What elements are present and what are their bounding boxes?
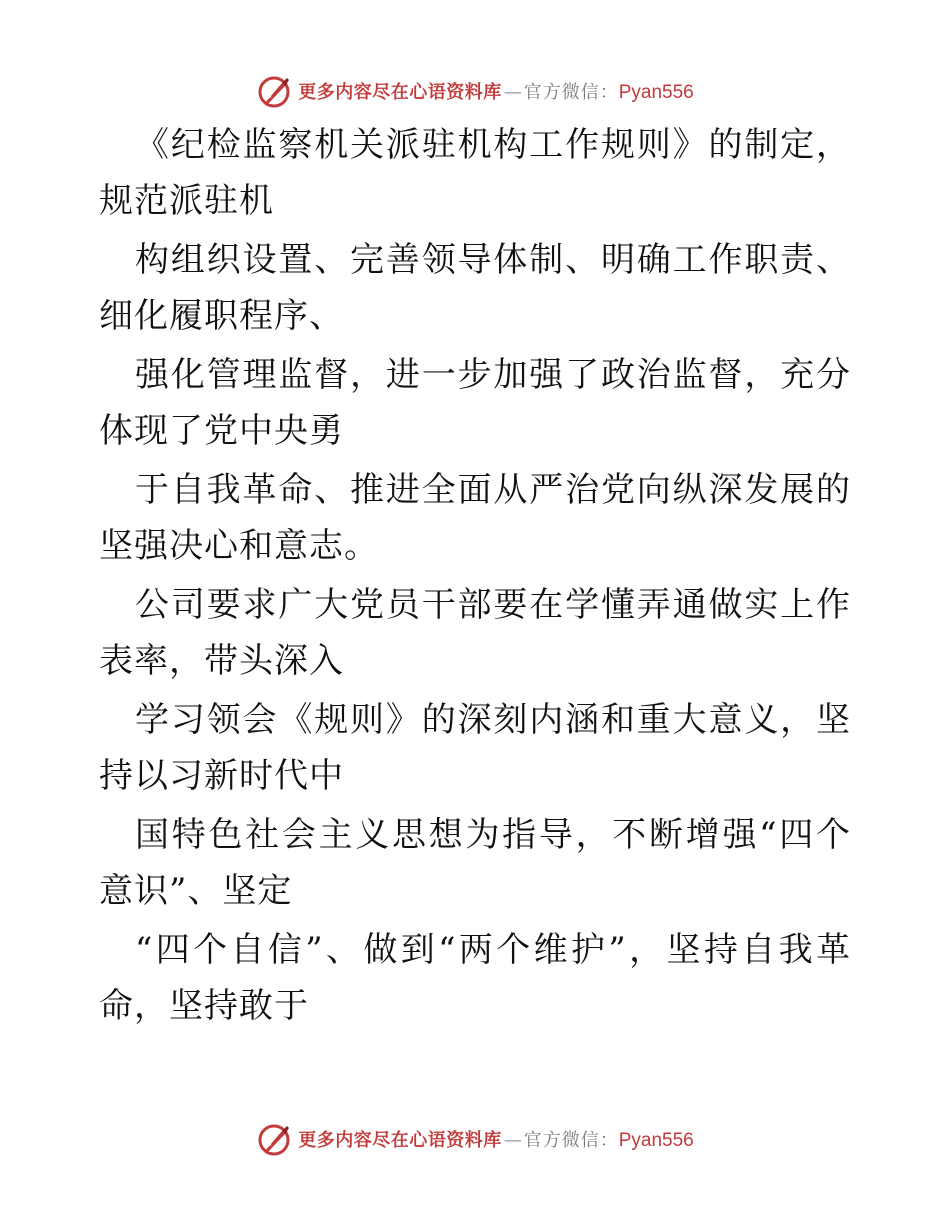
body-paragraph-4: 于自我革命、推进全面从严治党向纵深发展的坚强决心和意志。	[99, 470, 851, 566]
body-paragraph-2: 构组织设置、完善领导体制、明确工作职责、细化履职程序、	[99, 240, 851, 336]
body-paragraph-7: 国特色社会主义思想为指导，不断增强“四个意识”、坚定	[99, 815, 851, 911]
header-banner	[0, 72, 950, 112]
quill-pen-seal-icon	[256, 74, 292, 110]
header-site-name: 更多内容尽在心语资料库	[298, 81, 502, 103]
footer-banner-text	[298, 1131, 694, 1150]
body-paragraph-6: 学习领会《规则》的深刻内涵和重大意义，坚持以习新时代中	[99, 700, 851, 796]
body-paragraph-8: “四个自信”、做到“两个维护”，坚持自我革命，坚持敢于	[99, 930, 851, 1026]
body-paragraph-5: 公司要求广大党员干部要在学懂弄通做实上作表率，带头深入	[99, 585, 851, 681]
footer-separator: —	[503, 1129, 522, 1151]
body-paragraph-1: 《纪检监察机关派驻机构工作规则》的制定，规范派驻机	[99, 125, 851, 221]
footer-banner	[0, 1120, 950, 1160]
body-paragraph-3: 强化管理监督，进一步加强了政治监督，充分体现了党中央勇	[99, 355, 851, 451]
document-body	[99, 117, 851, 1037]
header-separator: —	[503, 81, 522, 103]
quill-pen-seal-icon	[256, 1122, 292, 1158]
header-wechat-label: 官方微信：	[523, 81, 619, 103]
footer-site-name: 更多内容尽在心语资料库	[298, 1129, 502, 1151]
footer-wechat-id: Pyan556	[618, 1129, 694, 1151]
header-banner-text	[298, 83, 694, 102]
footer-wechat-label: 官方微信：	[523, 1129, 619, 1151]
header-wechat-id: Pyan556	[618, 81, 694, 103]
